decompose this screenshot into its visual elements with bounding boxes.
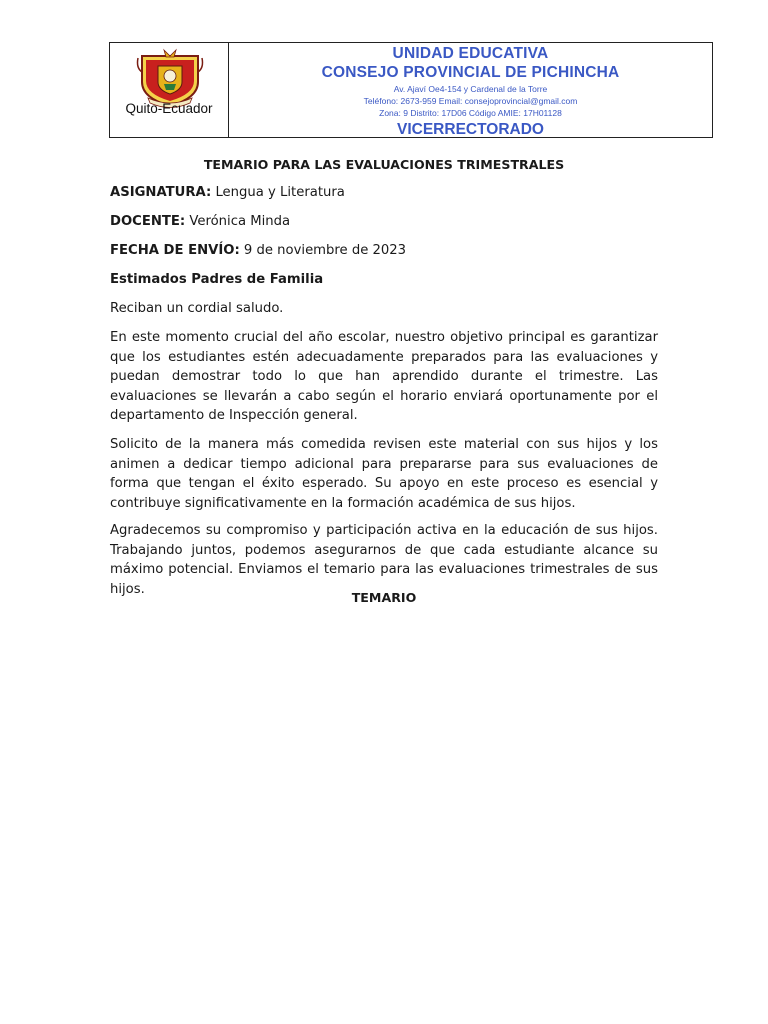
department-name: VICERRECTORADO: [397, 121, 544, 138]
paragraph-2: Solicito de la manera más comedida revisen este material con sus hijos y los animen a dedicar tiempo adicional para prepararse para sus evaluaciones de forma que tengan el éxito esperado. Su apoyo en este proceso es esencial y contribuye significativamente en la formación académica de sus hijos.: [110, 437, 658, 511]
date-line: [110, 243, 658, 258]
subject-line: [110, 185, 658, 200]
greeting: Estimados Padres de Familia: [110, 272, 324, 287]
letterhead: [109, 42, 713, 138]
city-label: Quito-Ecuador: [125, 101, 213, 116]
section-heading: TEMARIO: [351, 590, 417, 605]
date-label: FECHA DE ENVÍO:: [110, 243, 240, 258]
paragraph-3: Agradecemos su compromiso y participación activa en la educación de sus hijos. Trabajando juntos, podemos asegurarnos de que cada estudiante alcance su máximo potencial. Enviamos el temario para las evaluaciones trimestrales de sus hijos.: [110, 523, 658, 597]
contact-line: Teléfono: 2673-959 Email: consejoprovincial@gmail.com: [363, 96, 578, 106]
logo-cell: [110, 43, 229, 137]
paragraph-1: En este momento crucial del año escolar, nuestro objetivo principal es garantizar que los estudiantes estén adecuadamente preparados para las evaluaciones y puedan demostrar todo lo que han aprendido durante el trimestre. Las evaluaciones se llevarán a cabo según el horario enviará oportunamente por el departamento de Inspección general.: [110, 330, 658, 423]
teacher-label: DOCENTE:: [110, 214, 186, 229]
institution-info: [229, 43, 712, 137]
codes-line: Zona: 9 Distrito: 17D06 Código AMIE: 17H01128: [379, 108, 562, 118]
address-line: Av. Ajaví Oe4-154 y Cardenal de la Torre: [393, 84, 548, 94]
salutation: Reciban un cordial saludo.: [110, 301, 284, 316]
institution-name-line2: CONSEJO PROVINCIAL DE PICHINCHA: [321, 64, 620, 81]
teacher-value: Verónica Minda: [185, 214, 291, 229]
subject-label: ASIGNATURA:: [110, 185, 212, 200]
teacher-line: [110, 214, 658, 229]
date-value: 9 de noviembre de 2023: [239, 243, 407, 258]
subject-value: Lengua y Literatura: [211, 185, 345, 200]
document-title: TEMARIO PARA LAS EVALUACIONES TRIMESTRALES: [203, 157, 565, 172]
institution-name-line1: UNIDAD EDUCATIVA: [392, 45, 549, 62]
